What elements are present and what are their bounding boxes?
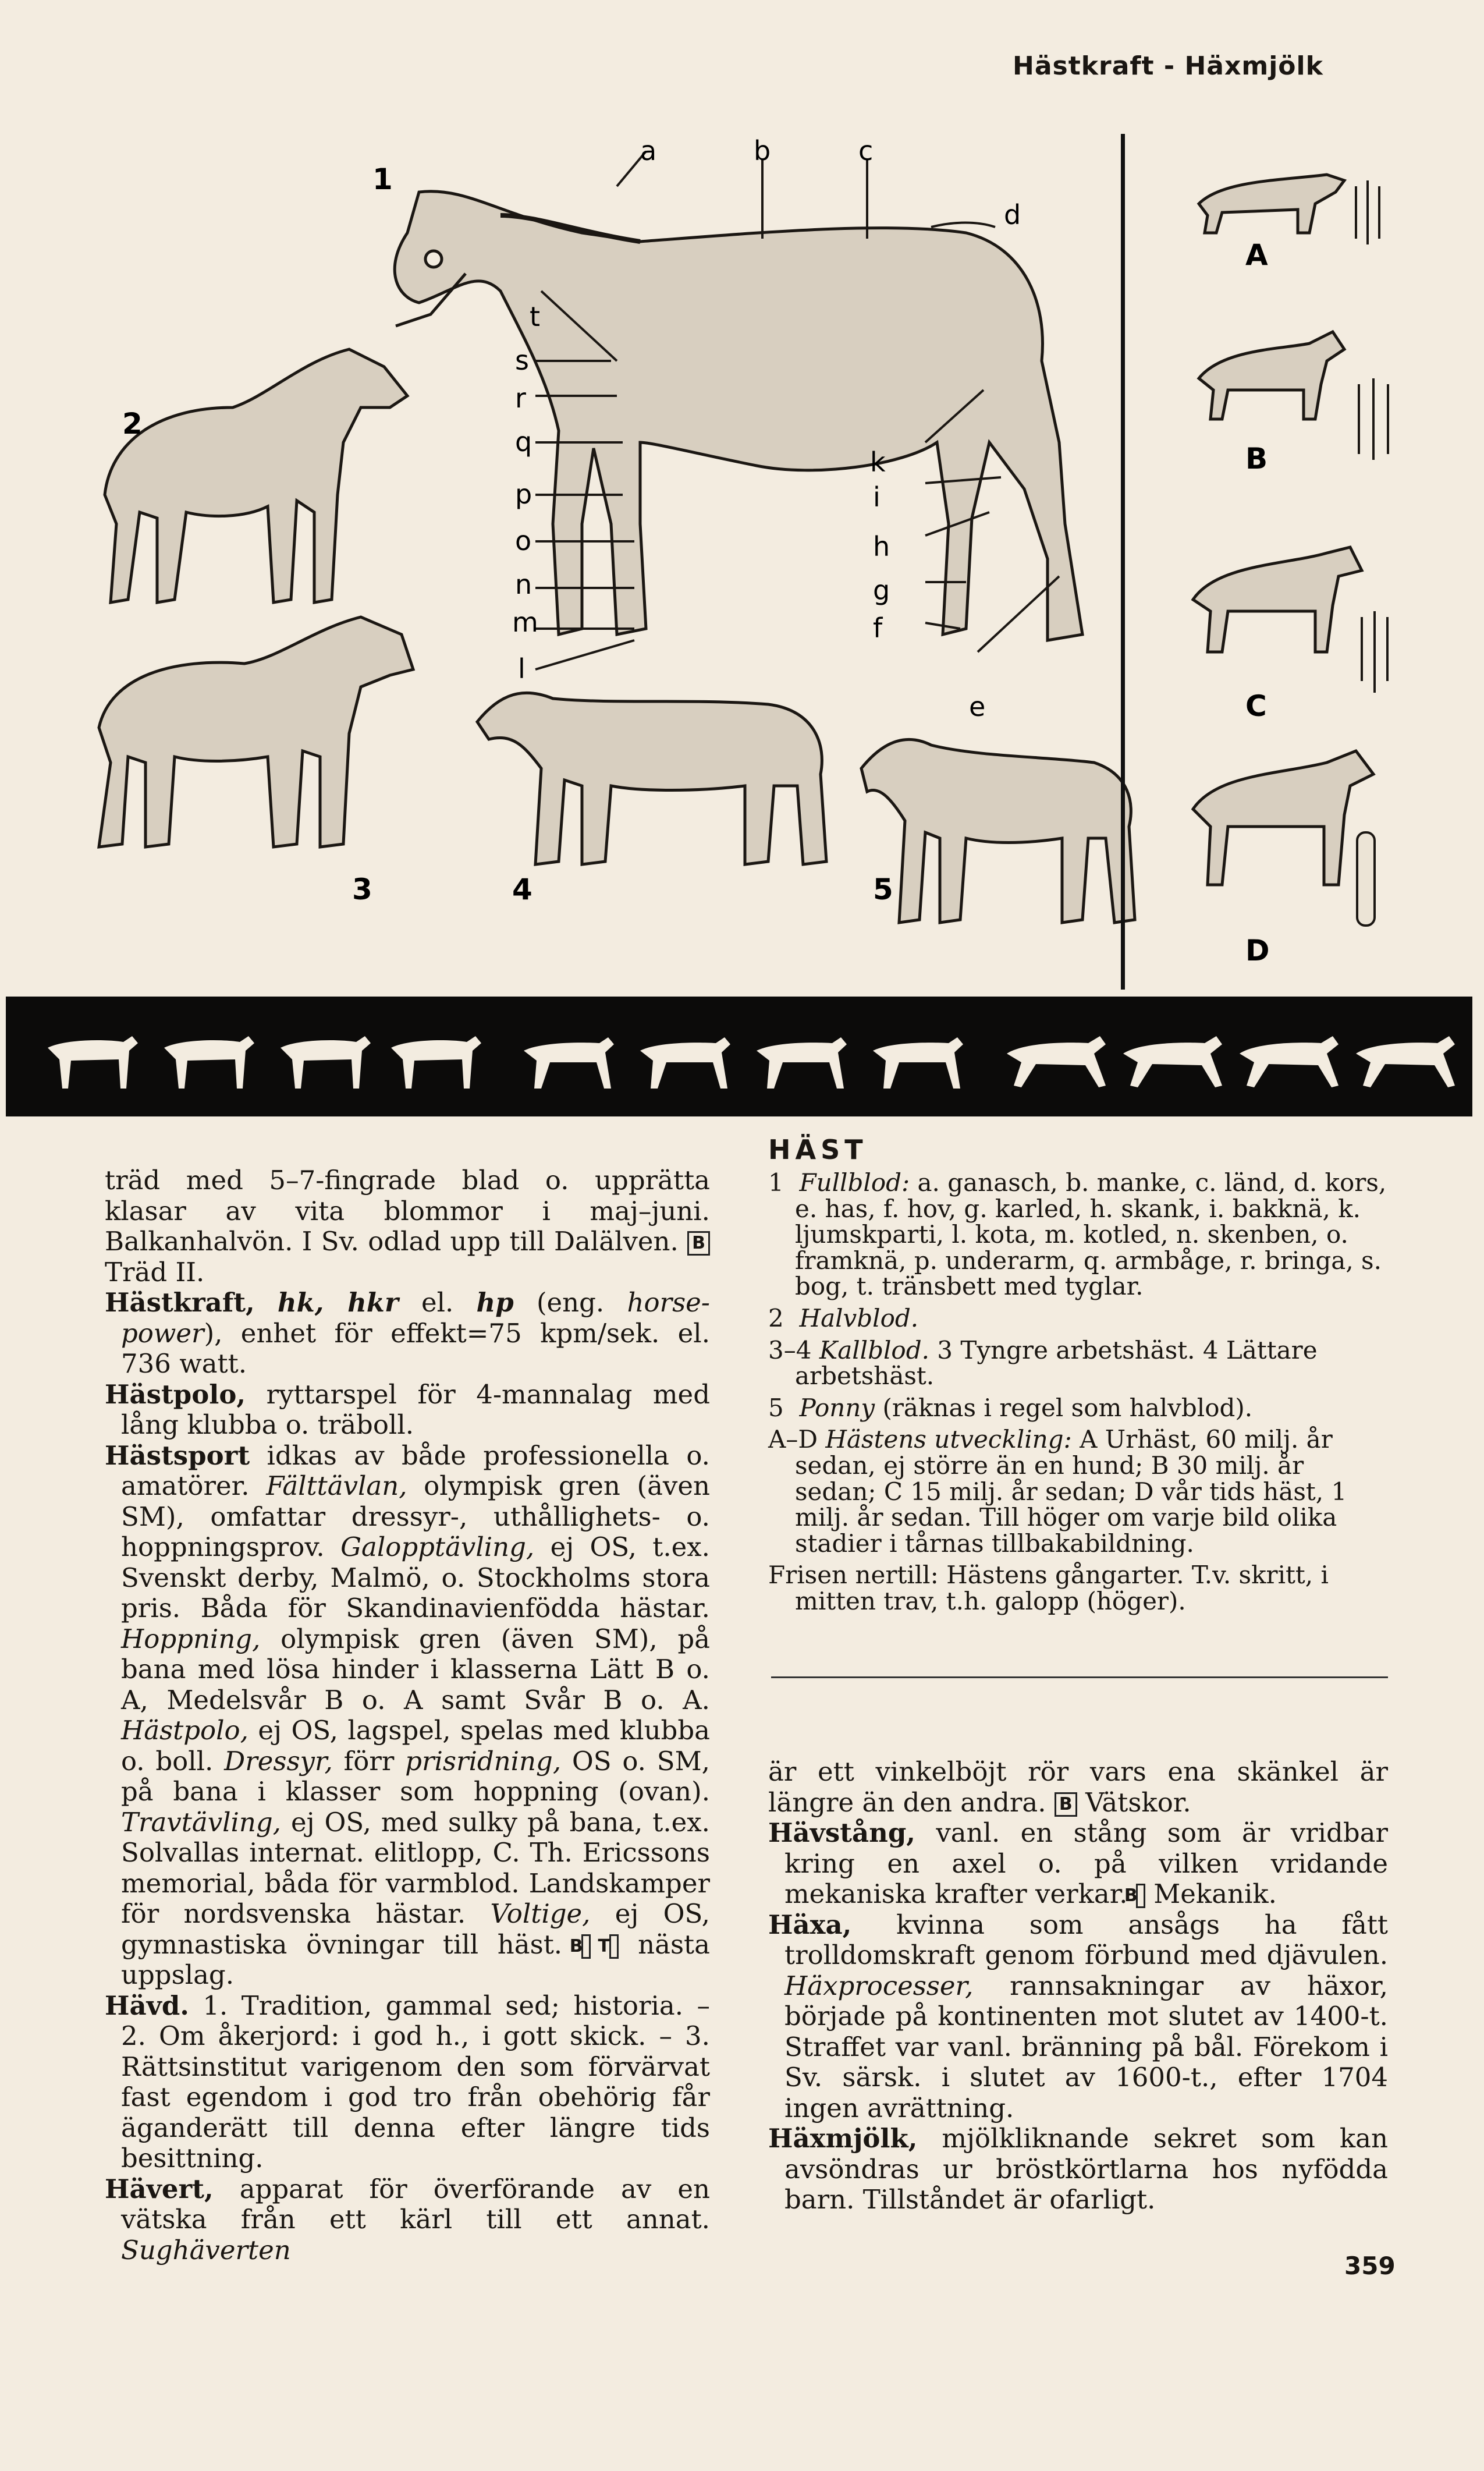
label-h: h	[873, 531, 890, 562]
label-a: a	[640, 135, 657, 166]
label-f: f	[873, 612, 883, 644]
picture-ref-icon: B	[581, 1934, 591, 1959]
caption-frieze: Frisen nertill: Hästens gångarter. T.v. skritt, i mitten trav, t.h. galopp (höger).	[768, 1561, 1329, 1615]
picture-ref-icon: B	[1136, 1884, 1145, 1908]
label-b: b	[754, 135, 771, 166]
label-p: p	[515, 478, 532, 510]
left-column	[105, 1165, 710, 2266]
caption-title: HÄST	[768, 1134, 868, 1165]
caption-separator	[771, 1676, 1388, 1678]
running-header: Hästkraft - Häxmjölk	[1013, 51, 1323, 81]
frieze-gallop-panel	[989, 1007, 1465, 1106]
label-e: e	[969, 691, 986, 722]
evolution-B-drawing	[1199, 332, 1344, 419]
entry-havstang: Hävstång, vanl. en stång som är vridbar kring en axel o. på vilken vridande mekaniska krafter verkar. B Mekanik.	[768, 1817, 1388, 1909]
horse-4-light-draft-drawing	[477, 693, 826, 864]
picture-ref-icon: B	[1055, 1792, 1077, 1817]
horse-illustration	[58, 116, 1420, 990]
label-m: m	[512, 607, 538, 638]
caption-3-4: 3–4 Kallblod. 3 Tyngre arbetshäst. 4 Lättare arbetshäst.	[768, 1335, 1318, 1391]
horse-3-heavy-draft-drawing	[99, 617, 413, 847]
label-evolution-B: B	[1245, 442, 1268, 476]
figure-divider	[1121, 134, 1125, 990]
horse-2-halfblood-drawing	[105, 349, 407, 602]
frieze-walk-panel	[13, 1007, 489, 1106]
caption-5: 5 Ponny (räknas i regel som halvblod).	[768, 1393, 1253, 1422]
frieze-trot-panel	[500, 1007, 977, 1106]
label-evolution-C: C	[1245, 689, 1267, 723]
right-column	[768, 1757, 1388, 2215]
label-evolution-D: D	[1245, 934, 1270, 967]
entry-havd: Hävd. 1. Tradition, gammal sed; historia. – 2. Om åkerjord: i god h., i gott skick. – 3. Rättsinstitut varigenom den som förvärvat fast egendom i god tro från obehörig får äganderätt till denna efter längre tids besittning.	[105, 1990, 710, 2174]
table-ref-icon: T	[609, 1934, 619, 1959]
label-n: n	[515, 569, 532, 600]
label-o: o	[515, 525, 532, 556]
entry-havert: Hävert, apparat för överförande av en vätska från ett kärl till ett annat. Sughäverten	[105, 2173, 710, 2266]
page-number: 359	[1344, 2252, 1396, 2280]
entry-haxa: Häxa, kvinna som ansågs ha fått trolldomskraft genom förbund med djävulen. Häxprocesser, rannsakningar av häxor, började på kontinenten mot slutet av 1400-t. Straffet var vanl. bränning på bål. Förekom i Sv. särsk. i slutet av 1600-t., efter 1704 ingen avrättning.	[768, 1909, 1389, 2123]
caption-a-d: A–D Hästens utveckling: A Urhäst, 60 milj. år sedan, ej större än en hund; B 30 milj. år sedan; C 15 milj. år sedan; D vår tids häst, 1 milj. år sedan. Till höger om varje bild olika stadier i tårnas tillbakabildning.	[768, 1425, 1347, 1558]
label-number-2: 2	[122, 407, 143, 441]
label-number-3: 3	[352, 873, 372, 906]
label-evolution-A: A	[1245, 238, 1268, 272]
evolution-A-drawing	[1199, 175, 1344, 233]
label-i: i	[873, 481, 881, 513]
entry-hastpolo: Hästpolo, ryttarspel för 4-mannalag med lång klubba o. träboll.	[105, 1378, 710, 1440]
entry-continuation: träd med 5–7-fingrade blad o. upprätta klasar av vita blommor i maj–juni. Balkanhalvön. I Sv. odlad upp till Dalälven. B Träd II.	[105, 1165, 710, 1288]
entry-continuation-havert: är ett vinkelböjt rör vars ena skänkel är längre än den andra. B Vätskor.	[768, 1756, 1388, 1818]
caption-1: 1 Fullblod: a. ganasch, b. manke, c. länd, d. kors, e. has, f. hov, g. karled, h. skank, i. bakknä, k. ljumskparti, l. kota, m. kotled, n. skenben, o. framknä, p. underarm, q. armbåge, r. bringa, s. bog, t. tränsbett med tyglar.	[768, 1168, 1387, 1301]
label-c: c	[858, 135, 874, 166]
label-number-4: 4	[512, 873, 532, 906]
horse-1-fullblood-drawing	[395, 192, 1082, 640]
entry-hastsport: Hästsport idkas av både professionella o. amatörer. Fälttävlan, olympisk gren (även SM), omfattar dressyr-, uthållighets- o. hoppningsprov. Galopptävling, ej OS, t.ex. Svenskt derby, Malmö, o. Stockholms stora pris. Båda för Skandinavienfödda hästar. Hoppning, olympisk gren (även SM), på bana med lösa hinder i klasserna Lätt B o. A, Medelsvår B o. A samt Svår B o. A. Hästpolo, ej OS, lagspel, spelas med klubba o. boll. Dressyr, förr prisridning, OS o. SM, på bana i klasser som hoppning (ovan). Travtävling, ej OS, med sulky på bana, t.ex. Solvallas internat. elitlopp, C. Th. Ericssons memorial, båda för varmblod. Landskamper för nordsvenska hästar. Voltige, ej OS, gymnastiska övningar till häst. B T nästa uppslag.	[105, 1440, 711, 1990]
label-r: r	[515, 382, 526, 414]
label-d: d	[1004, 199, 1021, 231]
caption-block	[768, 1170, 1388, 1621]
picture-ref-icon: B	[687, 1231, 710, 1256]
gaits-frieze	[6, 997, 1472, 1116]
entry-hastkraft: Hästkraft, hk, hkr el. hp (eng. horse-power), enhet för effekt=75 kpm/sek. el. 736 watt.	[105, 1287, 710, 1379]
label-s: s	[515, 345, 529, 376]
label-k: k	[870, 446, 886, 478]
label-number-1: 1	[372, 162, 393, 196]
evolution-C-drawing	[1193, 547, 1362, 652]
evolution-D-drawing	[1193, 751, 1373, 885]
label-l: l	[518, 653, 526, 685]
label-number-5: 5	[873, 873, 893, 906]
label-g: g	[873, 575, 890, 606]
horse-5-pony-drawing	[861, 739, 1135, 923]
caption-2: 2 Halvblod.	[768, 1303, 919, 1332]
entry-haxmjolk: Häxmjölk, mjölkliknande sekret som kan avsöndras ur bröstkörtlarna hos nyfödda barn. Tillståndet är ofarligt.	[768, 2123, 1388, 2215]
label-t: t	[530, 301, 541, 332]
label-q: q	[515, 426, 532, 458]
